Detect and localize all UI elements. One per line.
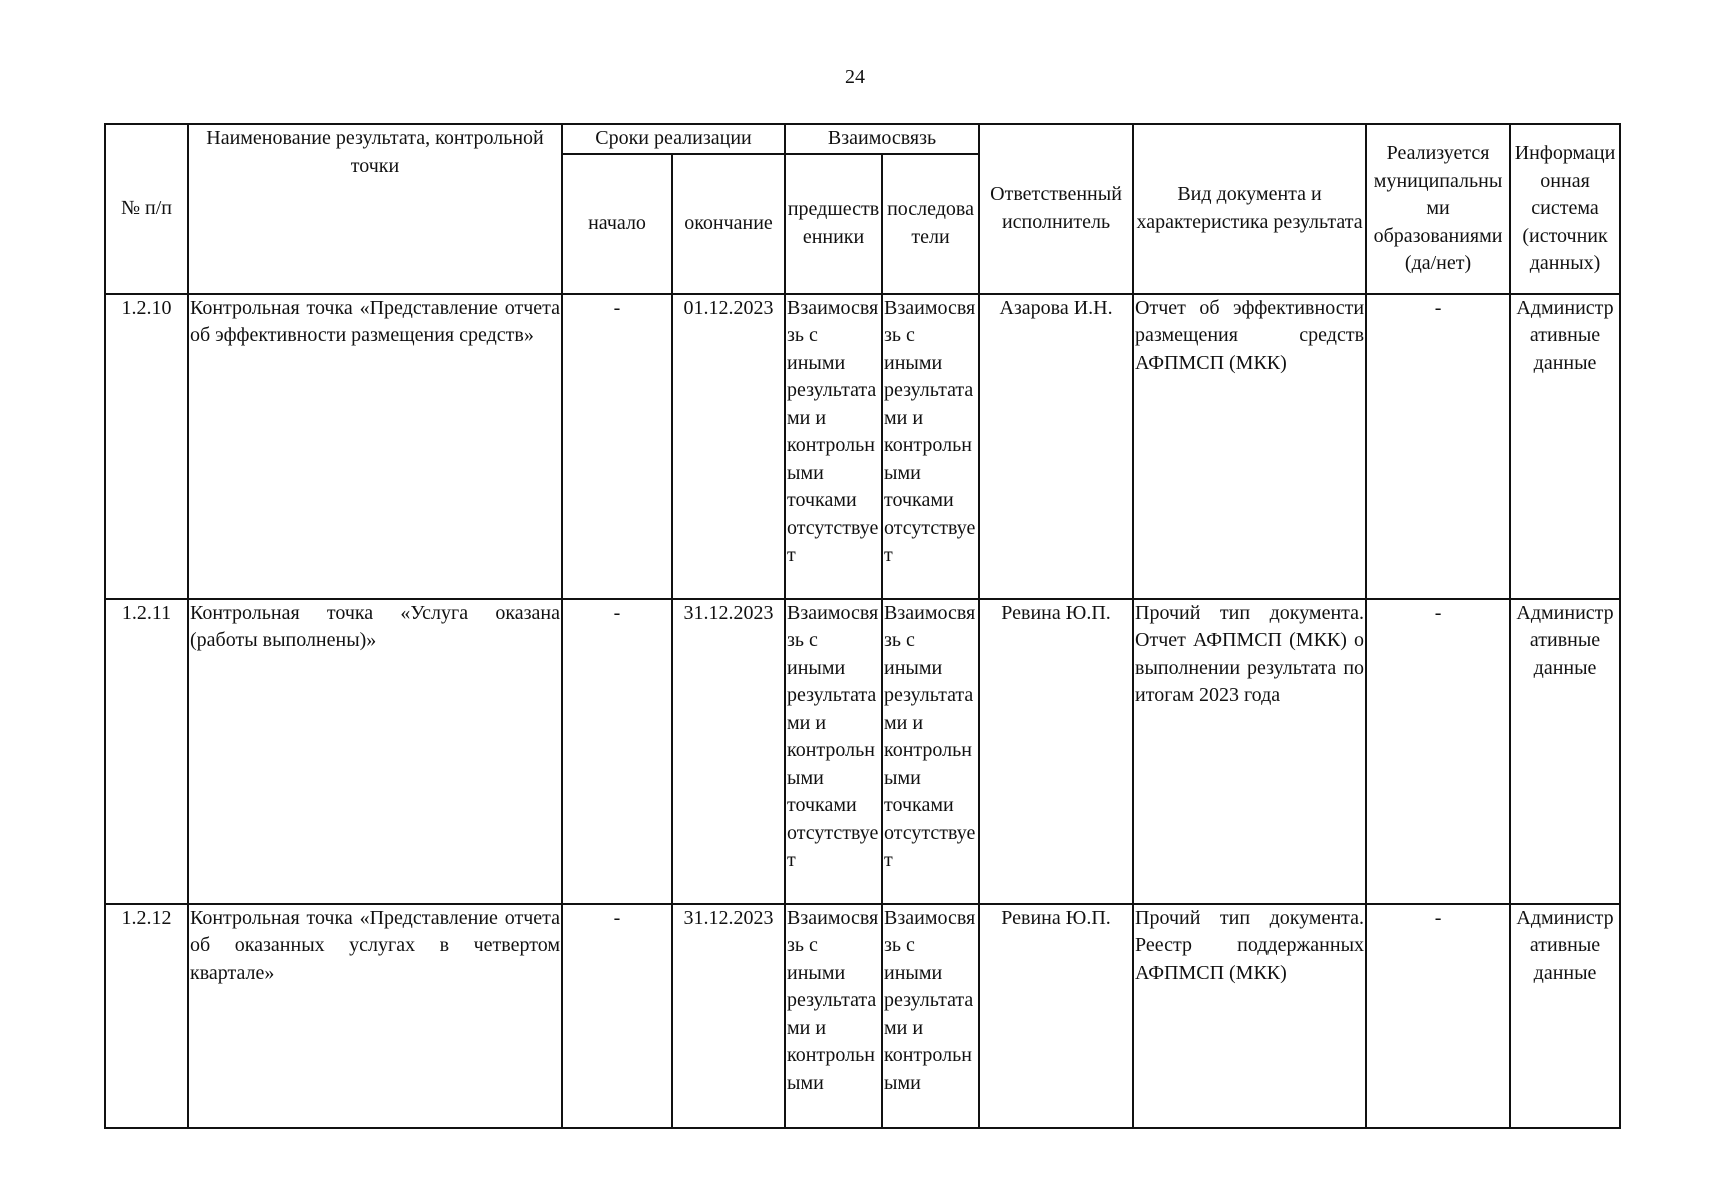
table-row (105, 904, 1620, 1128)
row-predecessors: Взаимосвязь с иными результатами и контрольными точками отсутствует (785, 599, 882, 904)
row-start: - (562, 294, 672, 599)
row-responsible: Ревина Ю.П. (979, 599, 1133, 904)
header-link-group: Взаимосвязь (785, 124, 979, 154)
row-doc-type: Прочий тип документа. Реестр поддержанных АФПМСП (МКК) (1133, 904, 1366, 1128)
row-num: 1.2.10 (105, 294, 188, 599)
header-info-system: Информационная система (источник данных) (1510, 124, 1620, 294)
row-end: 01.12.2023 (672, 294, 785, 599)
row-responsible: Азарова И.Н. (979, 294, 1133, 599)
row-successors: Взаимосвязь с иными результатами и контрольными точками отсутствует (882, 599, 979, 904)
row-municipal: - (1366, 294, 1510, 599)
row-successors: Взаимосвязь с иными результатами и контрольными (882, 904, 979, 1128)
control-points-table (104, 123, 1621, 1129)
row-successors: Взаимосвязь с иными результатами и контрольными точками отсутствует (882, 294, 979, 599)
row-responsible: Ревина Ю.П. (979, 904, 1133, 1128)
row-num: 1.2.11 (105, 599, 188, 904)
row-start: - (562, 599, 672, 904)
header-successors: последователи (882, 154, 979, 294)
header-num: № п/п (105, 124, 188, 294)
table-row (105, 599, 1620, 904)
row-name: Контрольная точка «Представление отчета об оказанных услугах в четвертом квартале» (188, 904, 562, 1128)
row-predecessors: Взаимосвязь с иными результатами и контрольными (785, 904, 882, 1128)
header-doc-type: Вид документа и характеристика результата (1133, 124, 1366, 294)
row-end: 31.12.2023 (672, 904, 785, 1128)
row-name: Контрольная точка «Представление отчета об эффективности размещения средств» (188, 294, 562, 599)
table-row (105, 294, 1620, 599)
row-doc-type: Отчет об эффективности размещения средств АФПМСП (МКК) (1133, 294, 1366, 599)
row-info-system: Административные данные (1510, 294, 1620, 599)
row-num: 1.2.12 (105, 904, 188, 1128)
header-municipal: Реализуется муниципальными образованиями (да/нет) (1366, 124, 1510, 294)
header-period-group: Сроки реализации (562, 124, 785, 154)
page-number: 24 (845, 66, 865, 88)
row-info-system: Административные данные (1510, 904, 1620, 1128)
header-responsible: Ответственный исполнитель (979, 124, 1133, 294)
header-name: Наименование результата, контрольной точки (188, 124, 562, 294)
row-predecessors: Взаимосвязь с иными результатами и контрольными точками отсутствует (785, 294, 882, 599)
row-municipal: - (1366, 904, 1510, 1128)
header-start: начало (562, 154, 672, 294)
row-start: - (562, 904, 672, 1128)
row-end: 31.12.2023 (672, 599, 785, 904)
header-end: окончание (672, 154, 785, 294)
header-predecessors: предшественники (785, 154, 882, 294)
row-name: Контрольная точка «Услуга оказана (работы выполнены)» (188, 599, 562, 904)
row-municipal: - (1366, 599, 1510, 904)
row-info-system: Административные данные (1510, 599, 1620, 904)
row-doc-type: Прочий тип документа. Отчет АФПМСП (МКК) о выполнении результата по итогам 2023 года (1133, 599, 1366, 904)
